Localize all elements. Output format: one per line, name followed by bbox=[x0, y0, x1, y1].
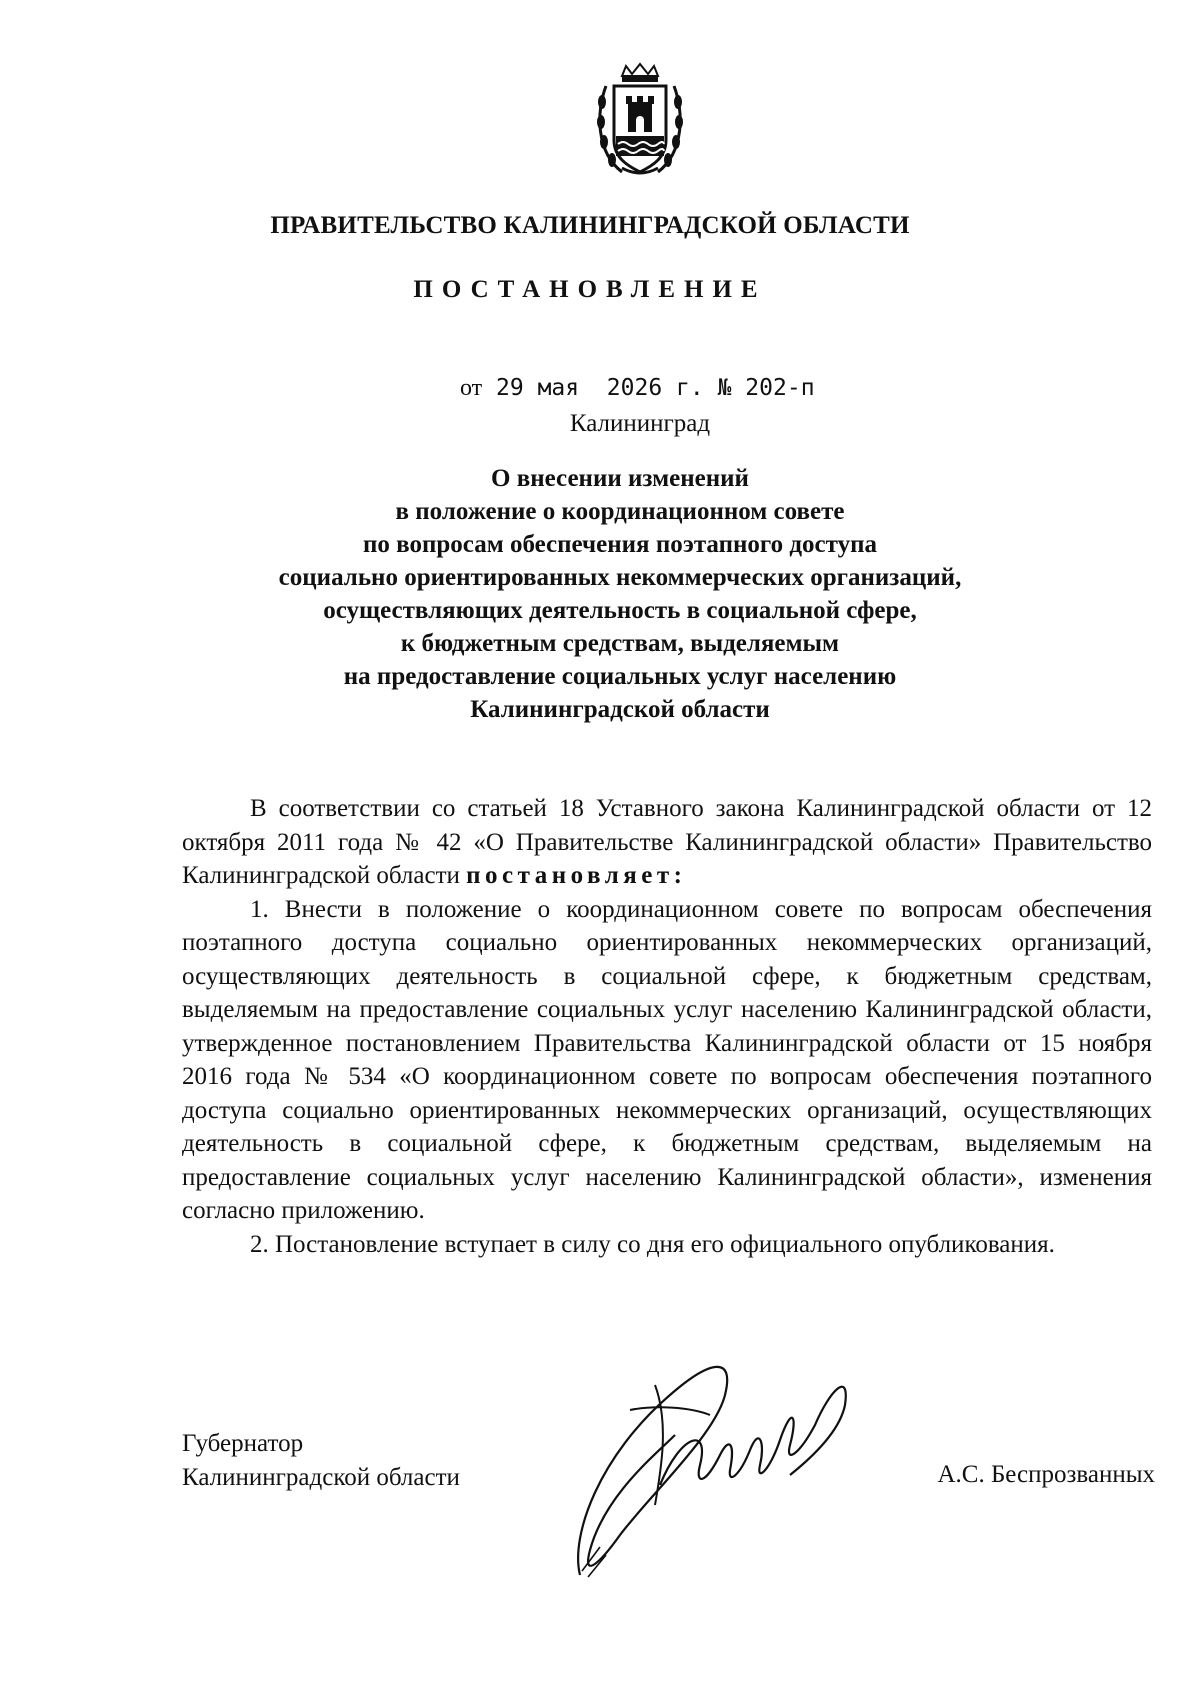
document-city: Калининград bbox=[569, 410, 711, 437]
item-1-paragraph: 1. Внести в положение о координационном совете по вопросам обеспечения поэтапного доступа социально ориентированных некоммерческих организаций, осуществляющих деятельность в социальной сфере, к бюджетным средствам, выделяемым на предоставление социальных услуг населению Калининградской области, утвержденное постановлением Правительства Калининградской области от 15 ноября 2016 года № 534 «О координационном совете по вопросам обеспечения поэтапного доступа социально ориентированных некоммерческих организаций, осуществляющих деятельность в социальной сфере, к бюджетным средствам, выделяемым на предоставление социальных услуг населению Калининградской области», изменения согласно приложению. bbox=[182, 895, 1152, 1224]
title-line: по вопросам обеспечения поэтапного доступа bbox=[363, 531, 877, 558]
document-date-number bbox=[460, 375, 815, 402]
position-line: Калининградской области bbox=[182, 1464, 460, 1491]
title-line: Калининградской области bbox=[470, 696, 770, 723]
coat-of-arms-emblem bbox=[592, 62, 688, 180]
item-2-paragraph: 2. Постановление вступает в силу со дня его официального опубликования. bbox=[250, 1230, 1055, 1258]
document-title bbox=[0, 462, 1200, 726]
organization-title: ПРАВИТЕЛЬСТВО КАЛИНИНГРАДСКОЙ ОБЛАСТИ bbox=[270, 212, 910, 239]
document-body bbox=[182, 792, 1152, 1261]
title-line: социально ориентированных некоммерческих организаций, bbox=[278, 564, 962, 591]
position-line: Губернатор bbox=[182, 1430, 304, 1457]
title-line: в положение о координационном совете bbox=[395, 498, 845, 525]
document-date: 29 мая 2026 г. bbox=[496, 375, 704, 401]
preamble-text: В соответствии со статьей 18 Уставного закона Калининградской области от 12 октября 2011 года № 42 «О Правительстве Калининградской области» Правительство Калининградской области bbox=[182, 795, 1152, 889]
title-line: О внесении изменений bbox=[491, 465, 749, 492]
signatory-name: А.С. Беспрозванных bbox=[937, 1461, 1155, 1488]
preamble-paragraph bbox=[182, 792, 1152, 893]
handwritten-signature bbox=[560, 1335, 900, 1585]
title-line: на предоставление социальных услуг населению bbox=[343, 663, 897, 690]
title-line: осуществляющих деятельность в социальной сфере, bbox=[323, 597, 917, 624]
title-line: к бюджетным средствам, выделяемым bbox=[400, 630, 840, 657]
resolves-word: постановляет: bbox=[466, 862, 687, 889]
signatory-position bbox=[182, 1427, 460, 1495]
document-type-heading: ПОСТАНОВЛЕНИЕ bbox=[413, 276, 767, 303]
document-number: № 202-п bbox=[717, 375, 815, 401]
date-prefix: от bbox=[460, 375, 483, 401]
